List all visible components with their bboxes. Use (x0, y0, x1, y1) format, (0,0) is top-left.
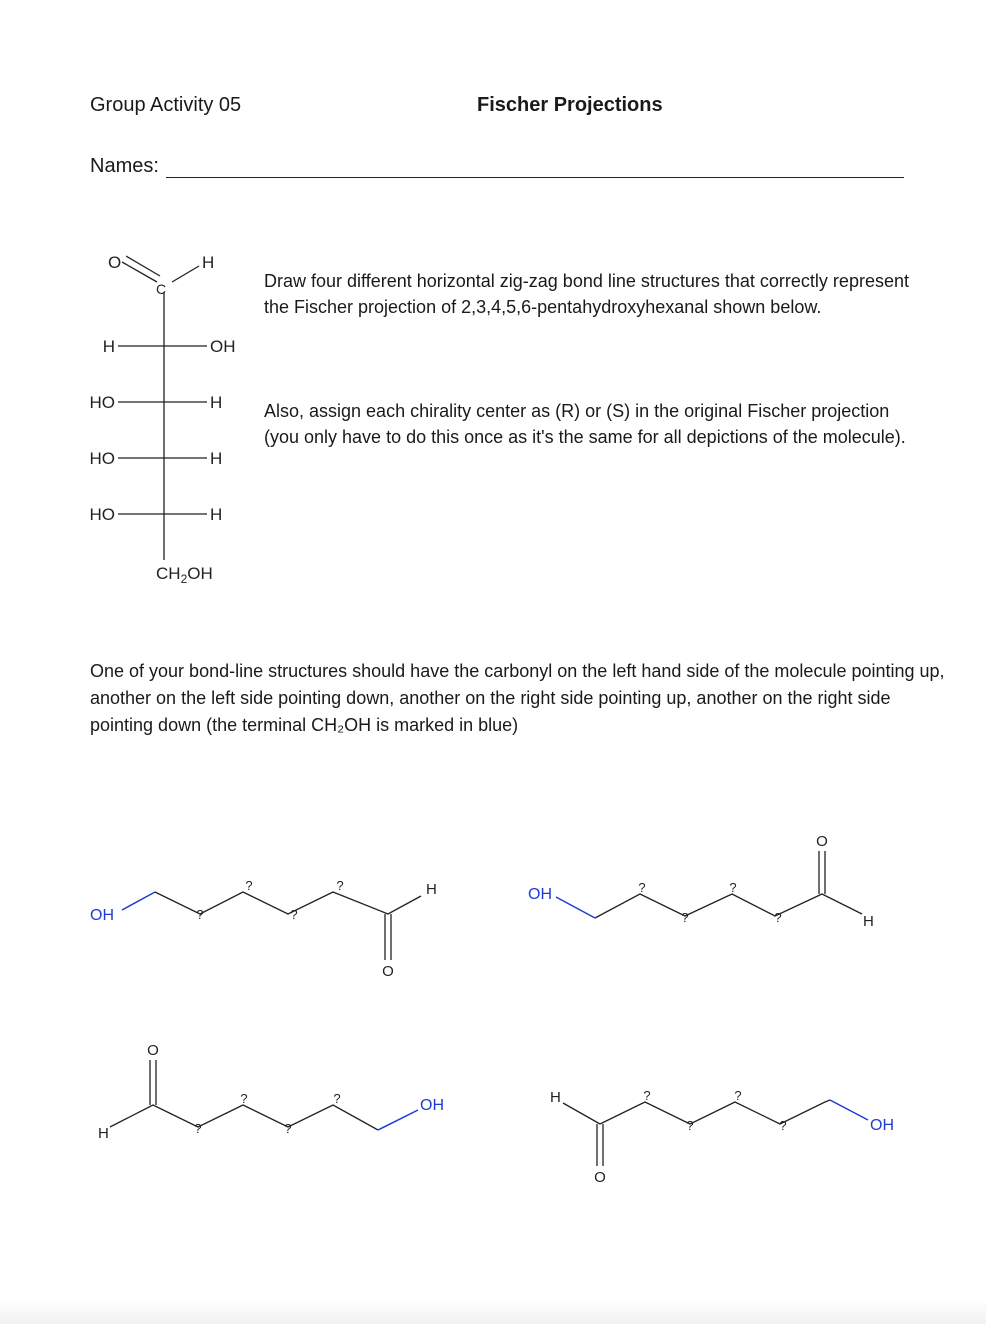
s4-unknown-1: ? (643, 1088, 651, 1103)
fischer-projection (118, 256, 207, 560)
activity-label: Group Activity 05 (90, 94, 242, 116)
bond-line-structure-1 (90, 878, 437, 980)
fischer-row4-left: HO (89, 505, 115, 524)
s3-chain (110, 1105, 378, 1130)
s2-oxygen-label: O (816, 833, 828, 850)
page-bottom-edge (0, 1300, 986, 1324)
s1-unknown-1: ? (196, 907, 204, 922)
fischer-row3-left: HO (89, 449, 115, 468)
fischer-co-bond-1 (122, 262, 157, 282)
fischer-row2-left: HO (89, 393, 115, 412)
fischer-aldehyde-o: O (108, 253, 122, 272)
s3-unknown-4: ? (333, 1091, 341, 1106)
fischer-ch-bond (172, 266, 199, 282)
s3-oxygen-label: O (147, 1042, 159, 1059)
s1-unknown-4: ? (336, 878, 344, 893)
s4-ch-bond (563, 1103, 600, 1124)
fischer-ch-subscript: 2 (180, 572, 188, 586)
names-label: Names: (90, 155, 159, 177)
s4-hydrogen-label: H (550, 1089, 561, 1106)
s4-chain (600, 1100, 830, 1124)
s2-hydrogen-label: H (863, 913, 874, 930)
s3-ch2oh-bond (378, 1110, 418, 1130)
s1-unknown-2: ? (245, 878, 253, 893)
s3-hydrogen-label: H (98, 1125, 109, 1142)
fischer-aldehyde-c: C (156, 281, 167, 297)
s1-oxygen-label: O (382, 963, 394, 980)
s2-unknown-3: ? (729, 880, 737, 895)
fischer-row2-right: H (210, 393, 223, 412)
s2-unknown-4: ? (774, 910, 782, 925)
s2-ch2oh-bond (556, 897, 595, 918)
fischer-row1-left: H (102, 337, 115, 356)
s4-unknown-4: ? (779, 1118, 787, 1133)
s4-unknown-2: ? (686, 1118, 694, 1133)
fischer-co-bond-2 (126, 256, 160, 276)
page-title: Fischer Projections (477, 94, 663, 116)
s3-unknown-1: ? (194, 1121, 202, 1136)
s4-oh-label: OH (870, 1117, 894, 1134)
fischer-ch-text: CH (156, 564, 181, 583)
s2-unknown-2: ? (681, 910, 689, 925)
s1-unknown-3: ? (290, 907, 298, 922)
s2-unknown-1: ? (638, 880, 646, 895)
s4-unknown-3: ? (734, 1088, 742, 1103)
s3-oh-label: OH (420, 1097, 444, 1114)
orientation-instructions: One of your bond-line structures should have the carbonyl on the left hand side of the molecule pointing up, another on the left side pointing down, another on the right side pointing up, another on the right side pointing down (the terminal CH₂OH is marked in blue) (90, 661, 945, 735)
bond-line-structure-2 (528, 833, 874, 930)
s1-hydrogen-label: H (426, 881, 437, 898)
s2-oh-label: OH (528, 886, 552, 903)
s4-ch2oh-bond (830, 1100, 868, 1120)
s3-unknown-3: ? (284, 1121, 292, 1136)
s3-unknown-2: ? (240, 1091, 248, 1106)
s1-oh-label: OH (90, 907, 114, 924)
s1-ch2oh-bond (122, 892, 155, 910)
s4-oxygen-label: O (594, 1169, 606, 1186)
s2-chain (595, 894, 862, 918)
fischer-oh-text: OH (187, 564, 213, 583)
fischer-aldehyde-h: H (202, 253, 215, 272)
fischer-ch2oh-label (156, 564, 213, 586)
draw-instructions: Draw four different horizontal zig-zag bond line structures that correctly represent the Fischer projection of 2,3,4,5,6-pentahydroxyhexanal shown below. (264, 271, 909, 317)
fischer-row3-right: H (210, 449, 223, 468)
bond-line-structure-4 (550, 1088, 894, 1186)
fischer-row4-right: H (210, 505, 223, 524)
s1-chain (155, 892, 421, 914)
assign-instructions: Also, assign each chirality center as (R) or (S) in the original Fischer projection (you only have to do this once as it's the same for all depictions of the molecule). (264, 401, 906, 447)
fischer-row1-right: OH (210, 337, 236, 356)
bond-line-structure-3 (98, 1042, 444, 1142)
